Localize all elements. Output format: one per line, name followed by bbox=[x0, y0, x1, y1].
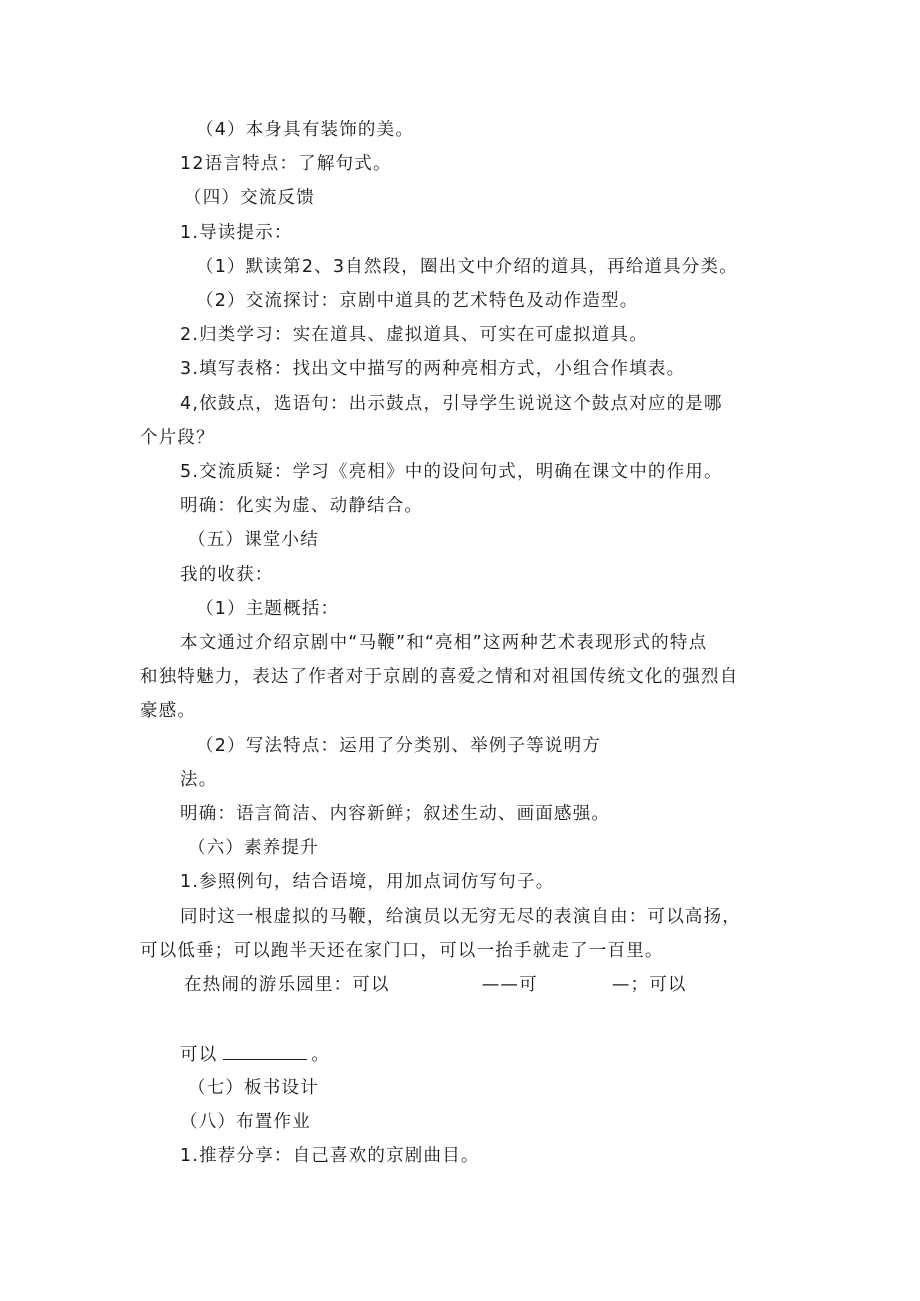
answer-blank[interactable] bbox=[223, 1043, 307, 1060]
text-line: （4）本身具有装饰的美。 bbox=[196, 120, 415, 140]
text-line: （1）默读第2、3自然段，圈出文中介绍的道具，再给道具分类。 bbox=[196, 257, 738, 277]
section-heading: （六）素养提升 bbox=[188, 838, 319, 858]
text-line: 1.参照例句，结合语境，用加点词仿写句子。 bbox=[180, 872, 555, 892]
text-line: 和独特魅力，表达了作者对于京剧的喜爱之情和对祖国传统文化的强烈自 bbox=[140, 667, 739, 687]
text-line: 法。 bbox=[180, 770, 218, 790]
text-line: 可以低垂；可以跑半天还在家门口，可以一抬手就走了一百里。 bbox=[140, 941, 664, 961]
fill-in-text: 可以 bbox=[180, 1045, 218, 1065]
fill-in-line bbox=[180, 1043, 330, 1066]
fill-in-text: 在热闹的游乐园里：可以 bbox=[184, 975, 390, 995]
text-line: （2）写法特点：运用了分类别、举例子等说明方 bbox=[196, 736, 602, 756]
section-heading: （八）布置作业 bbox=[180, 1112, 311, 1132]
fill-in-line bbox=[184, 974, 687, 996]
text-line: 3.填写表格：找出文中描写的两种亮相方式，小组合作填表。 bbox=[180, 359, 686, 379]
section-heading: （四）交流反馈 bbox=[184, 188, 315, 208]
text-line: 豪感。 bbox=[140, 701, 197, 721]
text-line: 明确：语言简洁、内容新鲜；叙述生动、画面感强。 bbox=[180, 804, 611, 824]
text-line: 12语言特点：了解句式。 bbox=[180, 154, 392, 174]
fill-in-text: 。 bbox=[311, 1045, 331, 1065]
text-line: 个片段？ bbox=[140, 428, 215, 448]
text-line: 我的收获： bbox=[180, 565, 274, 585]
text-line: 1.导读提示： bbox=[180, 223, 293, 243]
section-heading: （七）板书设计 bbox=[188, 1078, 319, 1098]
fill-in-text: —；可以 bbox=[611, 975, 687, 995]
text-line: （2）交流探讨：京剧中道具的艺术特色及动作造型。 bbox=[196, 291, 639, 311]
section-heading: （五）课堂小结 bbox=[188, 530, 319, 550]
text-line: 2.归类学习：实在道具、虚拟道具、可实在可虚拟道具。 bbox=[180, 325, 648, 345]
text-line: 1.推荐分享：自己喜欢的京剧曲目。 bbox=[180, 1146, 480, 1166]
text-line: 5.交流质疑：学习《亮相》中的设问句式，明确在课文中的作用。 bbox=[180, 462, 723, 482]
text-line: 同时这一根虚拟的马鞭，给演员以无穷无尽的表演自由：可以高扬， bbox=[180, 907, 741, 927]
text-line: 明确：化实为虚、动静结合。 bbox=[180, 496, 424, 516]
text-line: （1）主题概括： bbox=[196, 599, 340, 619]
text-line: 本文通过介绍京剧中“马鞭”和“亮相”这两种艺术表现形式的特点 bbox=[180, 633, 708, 653]
text-line: 4,依鼓点，选语句：出示鼓点，引导学生说说这个鼓点对应的是哪 bbox=[180, 394, 723, 414]
fill-in-text: ——可 bbox=[481, 975, 538, 995]
